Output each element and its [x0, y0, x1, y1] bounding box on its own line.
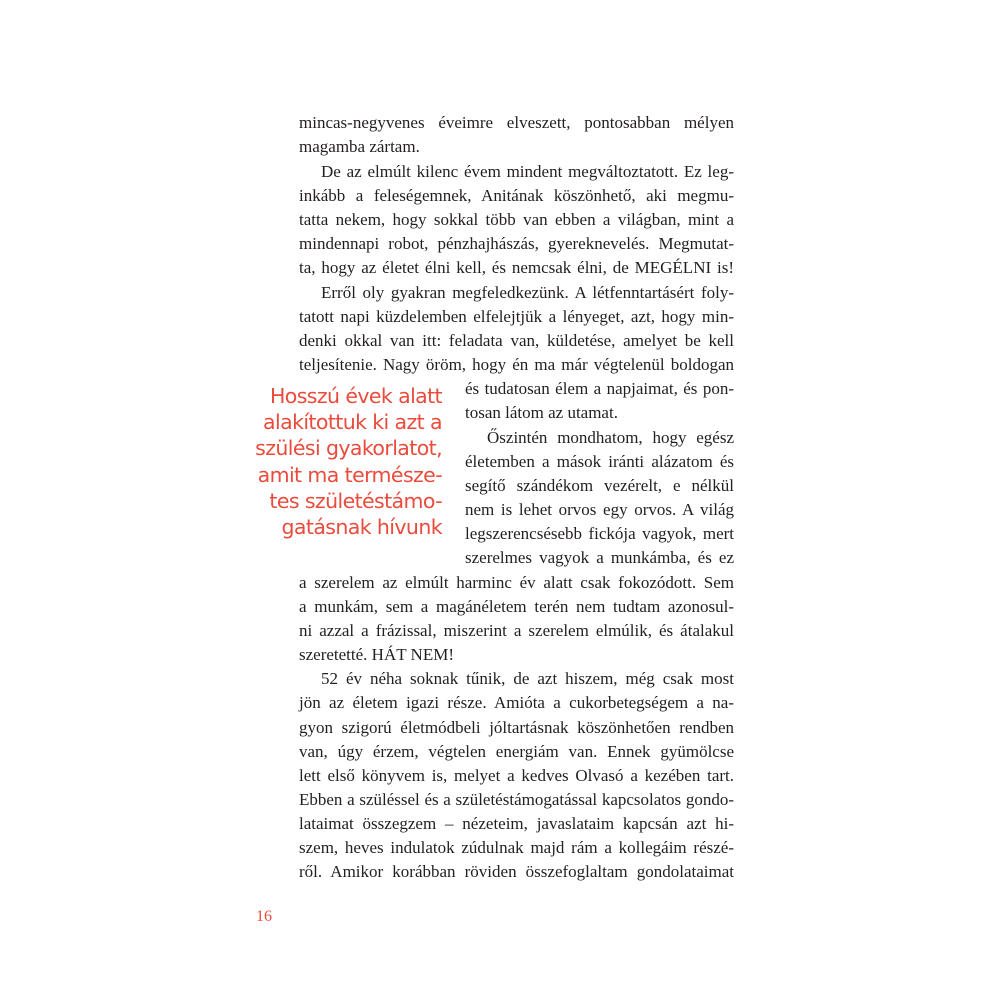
pull-quote: [252, 383, 442, 540]
text-line: szem, heves indulatok zúdulnak majd rám a kollegáim részé-: [299, 838, 734, 857]
text-line: Ebben a szüléssel és a születéstámogatással kapcsolatos gondo-: [299, 790, 734, 809]
text-line: magamba zártam.: [299, 137, 420, 156]
text-line: Erről oly gyakran megfeledkezünk. A létfenntartásért foly-: [321, 283, 734, 302]
pull-quote-line: amit ma természe-: [257, 462, 442, 487]
text-line: Őszintén mondhatom, hogy egész: [487, 428, 734, 447]
text-line: életemben a mások iránti alázatom és: [465, 452, 734, 471]
pull-quote-line: tes születéstámo-: [269, 488, 442, 513]
text-line: ta, hogy az életet élni kell, és nemcsak élni, de MEGÉLNI is!: [299, 258, 734, 277]
text-line: jön az életem igazi része. Amióta a cukorbetegségem a na-: [299, 693, 734, 712]
text-line: legszerencsésebb fickója vagyok, mert: [465, 524, 734, 543]
text-line: tatta nekem, hogy sokkal több van ebben a világban, mint a: [299, 210, 734, 229]
text-line: a munkám, sem a magánéletem terén nem tudtam azonosul-: [299, 597, 734, 616]
text-line: teljesítenie. Nagy öröm, hogy én ma már végtelenül boldogan: [299, 355, 734, 374]
text-line: szerelmes vagyok a munkámba, és ez: [465, 548, 734, 567]
text-line: inkább a feleségemnek, Anitának köszönhető, aki megmu-: [299, 186, 734, 205]
page-number: 16: [256, 908, 272, 925]
text-line: De az elmúlt kilenc évem mindent megváltoztatott. Ez leg-: [321, 162, 734, 181]
text-line: ni azzal a frázissal, miszerint a szerelem elmúlik, és átalakul: [299, 621, 734, 640]
pull-quote-line: gatásnak hívunk: [281, 515, 442, 540]
pull-quote-line: Hosszú évek alatt: [269, 384, 442, 408]
text-line: a szerelem az elmúlt harminc év alatt csak fokozódott. Sem: [299, 573, 734, 592]
text-line: szeretetté. HÁT NEM!: [299, 645, 454, 664]
text-line: és tudatosan élem a napjaimat, és pon-: [465, 379, 734, 398]
text-line: tosan látom az utamat.: [465, 403, 618, 422]
text-line: 52 év néha soknak tűnik, de azt hiszem, még csak most: [321, 669, 734, 688]
text-line: mincas-negyvenes éveimre elveszett, pontosabban mélyen: [299, 113, 734, 132]
text-line: gyon szigorú életmódbeli jóltartásnak köszönhetően rendben: [299, 718, 734, 737]
text-line: mindennapi robot, pénzhajhászás, gyereknevelés. Megmutat-: [299, 234, 734, 253]
text-line: ről. Amikor korábban röviden összefoglaltam gondolataimat: [299, 862, 734, 881]
pull-quote-line: alakítottuk ki azt a: [263, 410, 442, 435]
text-line: denki okkal van itt: feladata van, küldetése, amelyet be kell: [299, 331, 734, 350]
text-line: tatott napi küzdelemben elfelejtjük a lényeget, azt, hogy min-: [299, 307, 734, 326]
pull-quote-line: szülési gyakorlatot,: [255, 436, 442, 461]
text-line: nem is lehet orvos egy orvos. A világ: [465, 500, 734, 519]
text-line: lataimat összegzem – nézeteim, javaslataim kapcsán azt hi-: [299, 814, 734, 833]
text-line: van, úgy érzem, végtelen energiám van. Ennek gyümölcse: [299, 742, 734, 761]
text-line: segítő szándékom vezérelt, e nélkül: [465, 476, 734, 495]
text-line: lett első könyvem is, melyet a kedves Olvasó a kezében tart.: [299, 766, 734, 785]
